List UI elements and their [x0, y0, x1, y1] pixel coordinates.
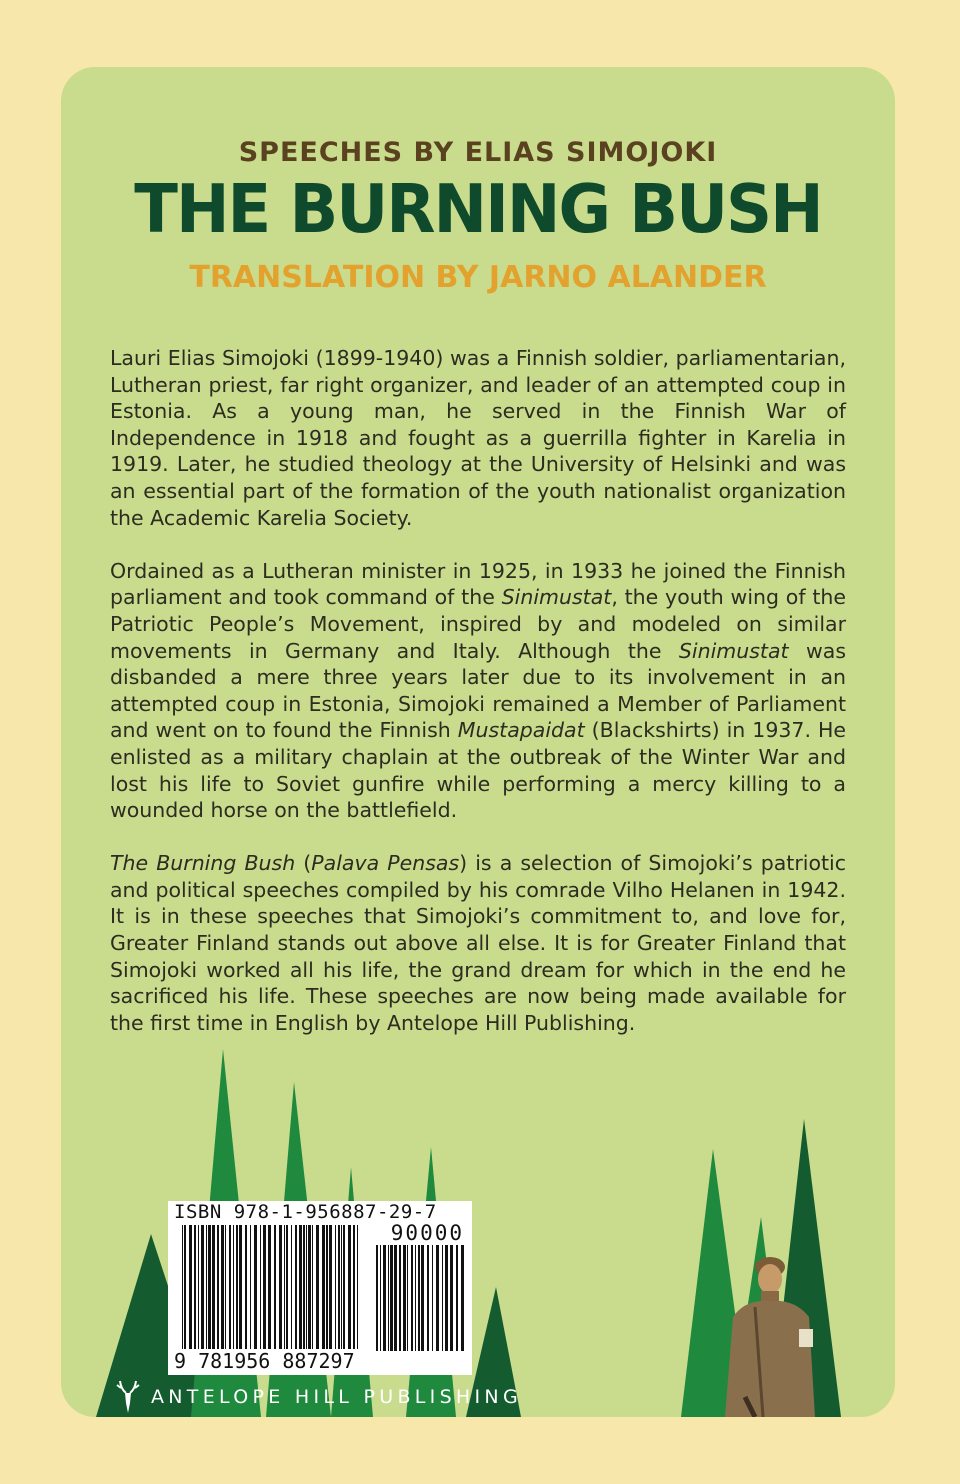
soldier-photo — [715, 1247, 825, 1417]
barcode-bar — [383, 1245, 386, 1351]
blurb-paragraph-1: Lauri Elias Simojoki (1899-1940) was a Finnish soldier, parliamentarian, Lutheran priest, far right organizer, and leader of an attempted coup in Estonia. As a young man, he served in the Finnish War of Independence in 1918 and fought as a guerrilla fighter in Karelia in 1919. Later, he studied theology at the University of Helsinki and was an essential part of the formation of the youth nationalist organization the Academic Karelia Society. — [110, 346, 846, 530]
barcode-bar — [390, 1245, 393, 1351]
barcode-bar — [357, 1225, 358, 1351]
barcode-bar — [236, 1225, 238, 1351]
barcode-bar — [348, 1225, 351, 1351]
barcode-bar — [194, 1225, 196, 1351]
barcode-bar — [184, 1225, 186, 1351]
barcode-bar — [182, 1225, 183, 1351]
barcode-bar — [411, 1245, 413, 1351]
barcode-bar — [329, 1225, 332, 1351]
barcode-bar — [221, 1225, 224, 1351]
barcode-bar — [312, 1225, 313, 1351]
barcode-bar — [286, 1225, 288, 1351]
barcode-bar — [299, 1225, 302, 1351]
barcode-bar — [461, 1245, 464, 1351]
barcode-bar — [338, 1225, 340, 1351]
barcode-bar — [254, 1225, 257, 1351]
barcode-bar — [229, 1225, 231, 1351]
publisher-logo — [115, 1379, 522, 1415]
barcode-bar — [456, 1245, 458, 1351]
barcode-bar — [407, 1245, 408, 1351]
barcode-bar — [442, 1245, 443, 1351]
barcode-bar — [450, 1245, 453, 1351]
barcode-bar — [376, 1245, 378, 1351]
barcode-bar — [326, 1225, 328, 1351]
barcode-bar — [260, 1225, 261, 1351]
barcode-bar — [295, 1225, 297, 1351]
barcode-bar — [308, 1225, 311, 1351]
barcode-bar — [394, 1245, 397, 1351]
barcode-bar — [274, 1225, 276, 1351]
barcode-bar — [353, 1225, 355, 1351]
blurb-paragraph-2: Ordained as a Lutheran minister in 1925, in 1933 he joined the Finnish parliament and took command of the Sinimustat, the youth wing of the Patriotic People’s Movement, inspired by and modeled on similar movements in Germany and Italy. Although the Sinimustat was disbanded a mere three years later due to its involvement in an attempted coup in Estonia, Simojoki remained a Member of Parliament and went on to found the Finnish Mustapaidat (Blackshirts) in 1937. He enlisted as a military chaplain at the outbreak of the Winter War and lost his life to Soviet gunfire while performing a mercy killing to a wounded horse on the battlefield. — [110, 558, 847, 823]
barcode-bar — [403, 1245, 406, 1351]
barcode-bar — [335, 1225, 336, 1351]
ean-digits: 9 781956 887297 — [168, 1349, 374, 1373]
subtitle: SPEECHES BY ELIAS SIMOJOKI — [238, 137, 718, 168]
barcode-bar — [341, 1225, 342, 1351]
isbn-barcode — [168, 1201, 472, 1375]
barcode-bar — [421, 1245, 424, 1351]
barcode-bar — [388, 1245, 389, 1351]
barcode-bar — [263, 1225, 266, 1351]
barcode-bar — [343, 1225, 345, 1351]
barcode-bar — [268, 1225, 271, 1351]
barcode-bar — [415, 1245, 416, 1351]
publisher-name: ANTELOPE HILL PUBLISHING — [151, 1386, 522, 1408]
barcode-bar — [399, 1245, 401, 1351]
back-cover-panel — [61, 67, 895, 1417]
barcode-bar — [436, 1245, 439, 1351]
barcode-bar — [432, 1245, 433, 1351]
barcode-bar — [279, 1225, 282, 1351]
barcode-bar — [245, 1225, 247, 1351]
antelope-icon — [115, 1379, 141, 1415]
price-code: 90000 — [390, 1221, 464, 1245]
barcode-bar — [427, 1245, 429, 1351]
barcode-bar — [291, 1225, 292, 1351]
barcode-bar — [201, 1225, 204, 1351]
barcode-bar — [303, 1225, 305, 1351]
barcode-bar — [217, 1225, 219, 1351]
barcode-bar — [189, 1225, 192, 1351]
barcode-bar — [316, 1225, 319, 1351]
barcode-bar — [306, 1225, 307, 1351]
barcode-bar — [208, 1225, 211, 1351]
barcode-bar — [233, 1225, 234, 1351]
translator-credit: TRANSLATION BY JARNO ALANDER — [189, 260, 767, 295]
barcode-bar — [250, 1225, 251, 1351]
blurb — [110, 345, 846, 1063]
book-title: THE BURNING BUSH — [134, 171, 822, 249]
barcode-bar — [284, 1225, 285, 1351]
blurb-paragraph-3: The Burning Bush (Palava Pensas) is a selection of Simojoki’s patriotic and political speeches compiled by his comrade Vilho Helanen in 1942. It is in these speeches that Simojoki’s commitment to, and love for, Greater Finland stands out above all else. It is for Greater Finland that Simojoki worked all his life, the grand dream for which in the end he sacrificed his life. These speeches are now being made available for the first time in English by Antelope Hill Publishing. — [110, 851, 846, 1035]
barcode-bar — [225, 1225, 226, 1351]
barcode-bar — [380, 1245, 381, 1351]
isbn-number: ISBN 978-1-956887-29-7 — [174, 1201, 437, 1223]
barcode-bar — [206, 1225, 207, 1351]
barcode-bar — [239, 1225, 242, 1351]
barcode-bar — [418, 1245, 420, 1351]
barcode-bar — [198, 1225, 199, 1351]
barcode-bar — [445, 1245, 448, 1351]
barcode-bar — [212, 1225, 215, 1351]
barcode-bar — [322, 1225, 325, 1351]
